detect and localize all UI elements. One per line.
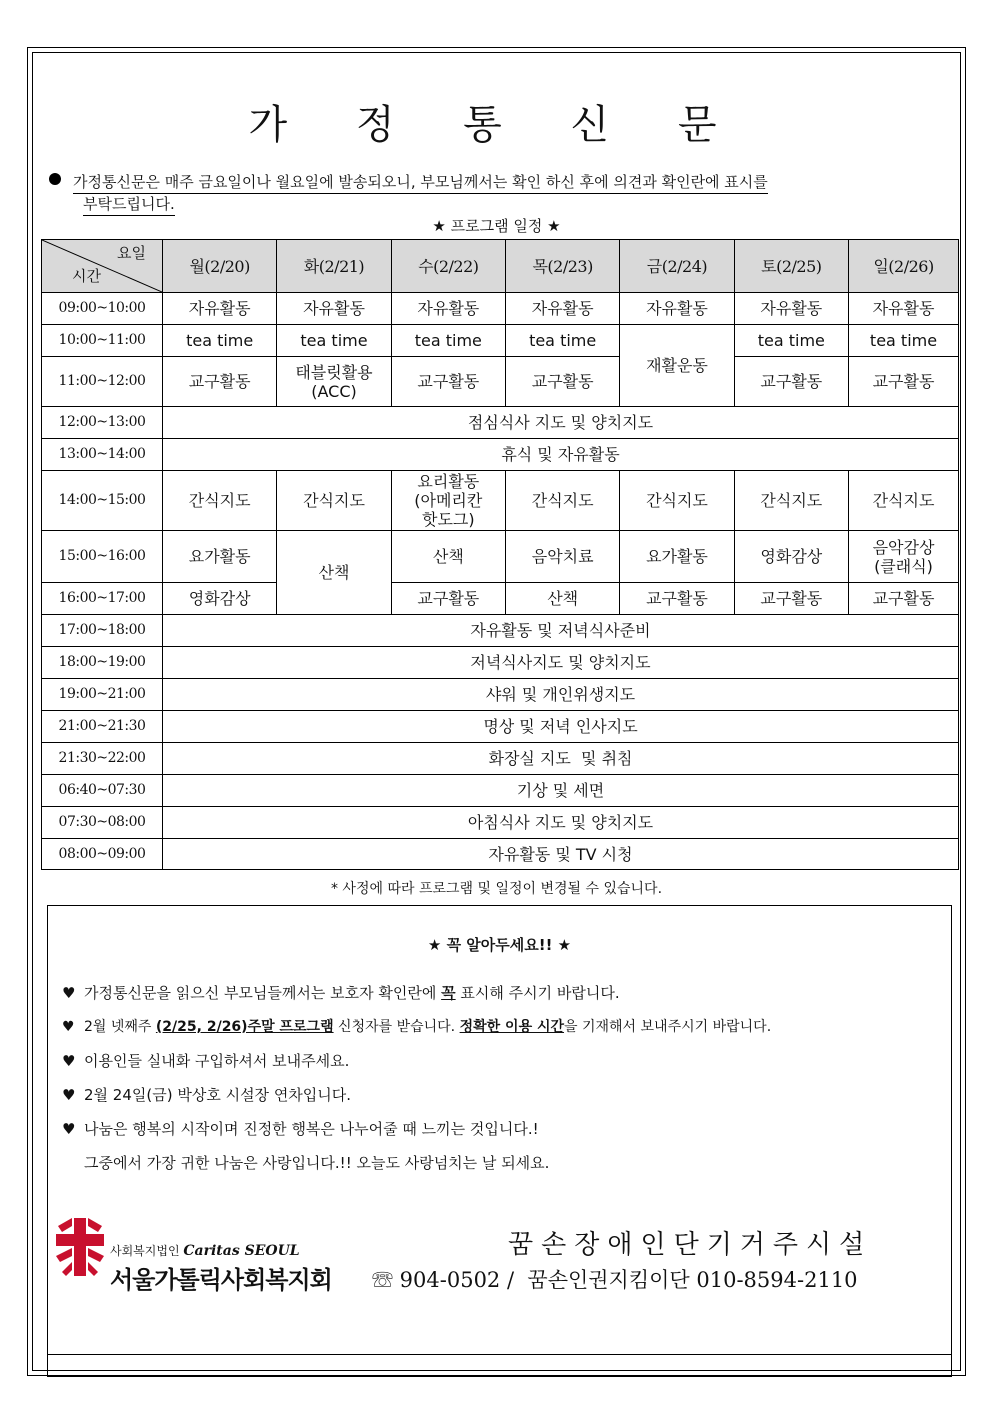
phone-icon: ☏	[372, 1268, 393, 1292]
activity-cell: 휴식 및 자유활동	[163, 439, 959, 471]
table-row	[42, 839, 959, 870]
caritas-cross-icon	[54, 1216, 106, 1278]
info-line	[62, 1016, 771, 1036]
organization-logo	[54, 1216, 374, 1296]
activity-cell: 교구활동	[849, 357, 959, 407]
info-text: 신청자를 받습니다.	[333, 1019, 460, 1035]
activity-cell: tea time	[277, 325, 391, 357]
activity-cell: 기상 및 세면	[163, 775, 959, 807]
activity-cell: 화장실 지도 및 취침	[163, 743, 959, 775]
bullet-icon	[49, 173, 61, 185]
activity-cell: 교구활동	[391, 583, 505, 615]
activity-cell: 저녁식사지도 및 양치지도	[163, 647, 959, 679]
info-text: 그중에서 가장 귀한 나눔은 사랑입니다.!! 오늘도 사랑넘치는 날 되세요.	[84, 1154, 550, 1172]
info-text: 가정통신문을 읽으신 부모님들께서는 보호자 확인란에	[84, 984, 442, 1002]
activity-cell: 자유활동	[163, 293, 277, 325]
info-text: 나눔은 행복의 시작이며 진정한 행복은 나누어줄 때 느끼는 것입니다.!	[84, 1120, 539, 1138]
time-cell: 18:00~19:00	[42, 647, 163, 679]
time-cell: 16:00~17:00	[42, 583, 163, 615]
table-row	[42, 743, 959, 775]
activity-cell: 간식지도	[734, 471, 848, 531]
activity-cell: 자유활동	[849, 293, 959, 325]
table-row	[42, 583, 959, 615]
activity-cell: 음악치료	[505, 531, 619, 583]
activity-cell: tea time	[391, 325, 505, 357]
activity-line: (아메리칸	[414, 491, 483, 510]
logo-name: 서울가톨릭사회복지회	[110, 1266, 332, 1294]
info-text: 을 기재해서 보내주시기 바랍니다.	[564, 1019, 772, 1035]
activity-cell	[849, 531, 959, 583]
day-header: 월(2/20)	[163, 240, 277, 293]
table-row	[42, 325, 959, 357]
activity-cell: 자유활동	[505, 293, 619, 325]
info-line	[84, 1152, 549, 1173]
time-cell: 07:30~08:00	[42, 807, 163, 839]
activity-cell: 산책	[391, 531, 505, 583]
info-text: 2월 넷째주	[84, 1019, 156, 1035]
info-line	[62, 1084, 351, 1105]
activity-line: (ACC)	[311, 381, 357, 401]
day-header: 일(2/26)	[849, 240, 959, 293]
day-header: 금(2/24)	[620, 240, 734, 293]
activity-cell: 간식지도	[849, 471, 959, 531]
heart-icon: ♥	[62, 984, 76, 1002]
time-cell: 08:00~09:00	[42, 839, 163, 870]
activity-cell: tea time	[163, 325, 277, 357]
day-header: 목(2/23)	[505, 240, 619, 293]
table-row	[42, 439, 959, 471]
activity-cell: 자유활동 및 TV 시청	[163, 839, 959, 870]
activity-cell: 영화감상	[163, 583, 277, 615]
activity-cell	[277, 357, 391, 407]
activity-cell: 교구활동	[734, 583, 848, 615]
table-row	[42, 679, 959, 711]
activity-line: 태블릿활용	[295, 362, 373, 382]
activity-cell: 명상 및 저녁 인사지도	[163, 711, 959, 743]
info-line	[62, 982, 620, 1003]
page-title: 가 정 통 신 문	[248, 102, 745, 148]
facility-name: 꿈손장애인단기거주시설	[508, 1230, 873, 1260]
activity-cell: 요가활동	[620, 531, 734, 583]
heart-icon: ♥	[62, 1019, 75, 1035]
notice-line-1: 가정통신문은 매주 금요일이나 월요일에 발송되오니, 부모님께서는 확인 하신 후에 의견과 확인란에 표시를	[73, 171, 768, 194]
activity-cell: 간식지도	[620, 471, 734, 531]
corner-day-label: 요일	[117, 244, 146, 262]
activity-cell: 간식지도	[277, 471, 391, 531]
activity-cell: 아침식사 지도 및 양치지도	[163, 807, 959, 839]
activity-cell: tea time	[849, 325, 959, 357]
table-row	[42, 357, 959, 407]
info-title: ★ 꼭 알아두세요!! ★	[427, 936, 572, 954]
time-cell: 14:00~15:00	[42, 471, 163, 531]
activity-cell: tea time	[505, 325, 619, 357]
schedule-footnote: * 사정에 따라 프로그램 및 일정이 변경될 수 있습니다.	[330, 881, 663, 897]
corner-cell	[42, 240, 163, 293]
heart-icon: ♥	[62, 1052, 76, 1070]
schedule-table	[41, 239, 959, 870]
activity-line: 요리활동	[417, 472, 480, 491]
activity-cell: 간식지도	[163, 471, 277, 531]
table-row	[42, 531, 959, 583]
time-cell: 06:40~07:30	[42, 775, 163, 807]
time-cell: 10:00~11:00	[42, 325, 163, 357]
time-cell: 21:00~21:30	[42, 711, 163, 743]
phone-number: 904-0502 /	[393, 1268, 515, 1292]
info-text: 2월 24일(금) 박상호 시설장 연차입니다.	[84, 1086, 352, 1104]
activity-cell: 교구활동	[734, 357, 848, 407]
table-row	[42, 807, 959, 839]
activity-cell: 산책	[505, 583, 619, 615]
info-emphasis: 꼭	[441, 984, 456, 1002]
table-row	[42, 471, 959, 531]
notice-line-2: 부탁드립니다.	[83, 193, 175, 216]
activity-line: (클래식)	[874, 556, 933, 576]
logo-prefix: 사회복지법인	[110, 1244, 180, 1258]
table-row	[42, 711, 959, 743]
divider	[48, 1354, 951, 1355]
heart-icon: ♥	[62, 1120, 76, 1138]
table-row	[42, 775, 959, 807]
activity-cell: 간식지도	[505, 471, 619, 531]
activity-cell: 재활운동	[620, 325, 734, 407]
page-border	[27, 47, 966, 1376]
time-cell: 09:00~10:00	[42, 293, 163, 325]
activity-cell: 교구활동	[849, 583, 959, 615]
activity-cell: 교구활동	[163, 357, 277, 407]
activity-cell: 요가활동	[163, 531, 277, 583]
logo-subtitle	[110, 1242, 300, 1259]
heart-icon: ♥	[62, 1086, 76, 1104]
activity-cell: 자유활동	[391, 293, 505, 325]
info-line	[62, 1118, 539, 1139]
activity-cell: 산책	[277, 531, 391, 615]
time-cell: 19:00~21:00	[42, 679, 163, 711]
activity-cell: 자유활동	[734, 293, 848, 325]
table-row	[42, 407, 959, 439]
time-cell: 13:00~14:00	[42, 439, 163, 471]
table-row	[42, 647, 959, 679]
activity-cell: 샤워 및 개인위생지도	[163, 679, 959, 711]
activity-cell: 교구활동	[505, 357, 619, 407]
activity-line: 핫도그)	[422, 510, 475, 529]
activity-cell: 교구활동	[620, 583, 734, 615]
corner-time-label: 시간	[72, 267, 101, 285]
rights-contact: 꿈손인권지킴이단 010-8594-2110	[514, 1268, 858, 1292]
day-header: 수(2/22)	[391, 240, 505, 293]
time-cell: 21:30~22:00	[42, 743, 163, 775]
activity-line: 음악감상	[872, 537, 935, 557]
table-row	[42, 293, 959, 325]
info-emphasis: (2/25, 2/26)주말 프로그램	[155, 1019, 334, 1035]
header-row	[42, 240, 959, 293]
activity-cell	[391, 471, 505, 531]
info-text: 표시해 주시기 바랍니다.	[455, 984, 620, 1002]
contact-info	[372, 1264, 858, 1294]
info-line	[62, 1050, 349, 1071]
time-cell: 12:00~13:00	[42, 407, 163, 439]
activity-cell: 자유활동 및 저녁식사준비	[163, 615, 959, 647]
activity-cell: 점심식사 지도 및 양치지도	[163, 407, 959, 439]
time-cell: 17:00~18:00	[42, 615, 163, 647]
logo-brand: Caritas SEOUL	[183, 1243, 300, 1259]
time-cell: 11:00~12:00	[42, 357, 163, 407]
day-header: 화(2/21)	[277, 240, 391, 293]
activity-cell: tea time	[734, 325, 848, 357]
activity-cell: 교구활동	[391, 357, 505, 407]
info-text: 이용인들 실내화 구입하셔서 보내주세요.	[84, 1052, 350, 1070]
info-emphasis: 정확한 이용 시간	[459, 1019, 565, 1035]
table-row	[42, 615, 959, 647]
inner-border	[32, 52, 961, 1371]
schedule-title: ★ 프로그램 일정 ★	[432, 217, 561, 235]
activity-cell: 자유활동	[277, 293, 391, 325]
time-cell: 15:00~16:00	[42, 531, 163, 583]
activity-cell: 자유활동	[620, 293, 734, 325]
activity-cell: 영화감상	[734, 531, 848, 583]
day-header: 토(2/25)	[734, 240, 848, 293]
info-box	[47, 905, 952, 1377]
